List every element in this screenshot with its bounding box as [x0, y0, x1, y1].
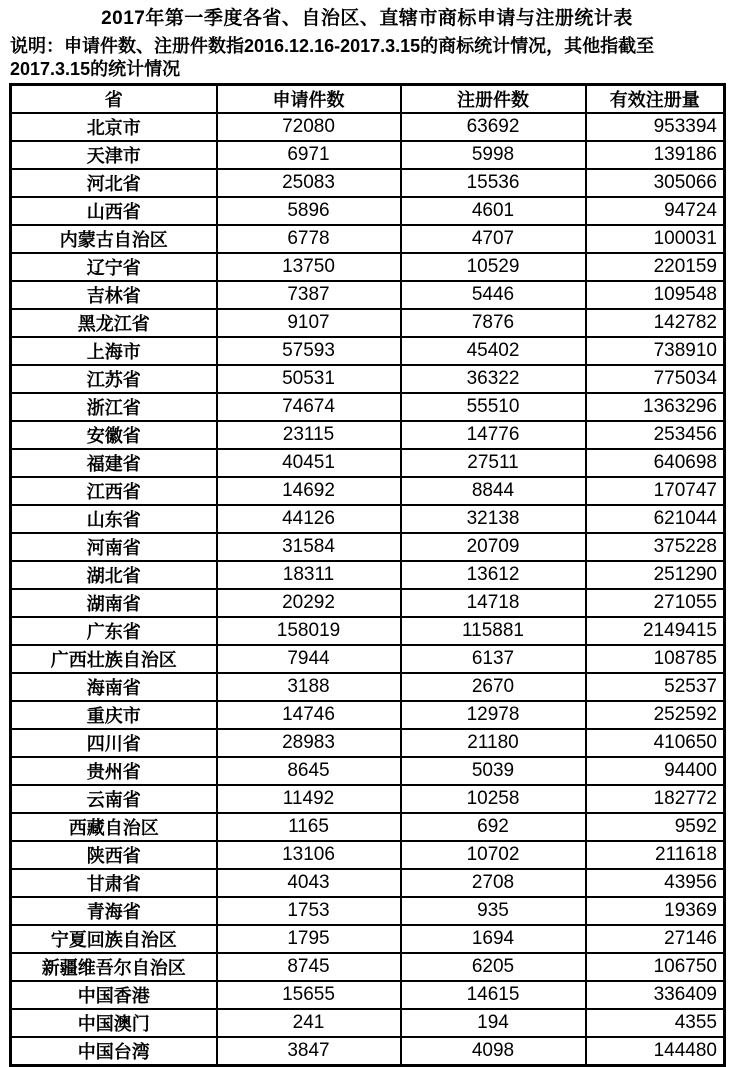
- table-row: [11, 309, 725, 337]
- table-row: [11, 477, 725, 505]
- table-row: [11, 925, 725, 953]
- table-row: [11, 757, 725, 785]
- valid-registrations-cell: 9592: [586, 813, 725, 841]
- province-cell: 湖北省: [11, 561, 217, 589]
- valid-registrations-cell: 336409: [586, 981, 725, 1009]
- applications-cell: 158019: [217, 617, 401, 645]
- table-row: [11, 729, 725, 757]
- table-row: [11, 813, 725, 841]
- table-row: [11, 1037, 725, 1066]
- valid-registrations-cell: 94724: [586, 197, 725, 225]
- table-row: [11, 953, 725, 981]
- province-cell: 江苏省: [11, 365, 217, 393]
- registrations-cell: 194: [401, 1009, 586, 1037]
- registrations-cell: 10702: [401, 841, 586, 869]
- province-cell: 西藏自治区: [11, 813, 217, 841]
- table-row: [11, 533, 725, 561]
- applications-cell: 72080: [217, 113, 401, 141]
- province-cell: 海南省: [11, 673, 217, 701]
- table-row: [11, 1009, 725, 1037]
- province-cell: 河北省: [11, 169, 217, 197]
- applications-cell: 40451: [217, 449, 401, 477]
- province-cell: 山西省: [11, 197, 217, 225]
- province-cell: 辽宁省: [11, 253, 217, 281]
- table-row: [11, 169, 725, 197]
- valid-registrations-cell: 305066: [586, 169, 725, 197]
- registrations-cell: 15536: [401, 169, 586, 197]
- valid-registrations-cell: 640698: [586, 449, 725, 477]
- province-cell: 陕西省: [11, 841, 217, 869]
- column-header-province: 省: [11, 85, 217, 114]
- applications-cell: 13750: [217, 253, 401, 281]
- applications-cell: 25083: [217, 169, 401, 197]
- registrations-cell: 10529: [401, 253, 586, 281]
- valid-registrations-cell: 142782: [586, 309, 725, 337]
- table-row: [11, 897, 725, 925]
- valid-registrations-cell: 252592: [586, 701, 725, 729]
- valid-registrations-cell: 43956: [586, 869, 725, 897]
- applications-cell: 11492: [217, 785, 401, 813]
- applications-cell: 18311: [217, 561, 401, 589]
- registrations-cell: 45402: [401, 337, 586, 365]
- valid-registrations-cell: 410650: [586, 729, 725, 757]
- valid-registrations-cell: 251290: [586, 561, 725, 589]
- province-cell: 吉林省: [11, 281, 217, 309]
- table-row: [11, 505, 725, 533]
- valid-registrations-cell: 271055: [586, 589, 725, 617]
- province-cell: 湖南省: [11, 589, 217, 617]
- valid-registrations-cell: 2149415: [586, 617, 725, 645]
- province-cell: 中国台湾: [11, 1037, 217, 1066]
- table-row: [11, 785, 725, 813]
- table-row: [11, 981, 725, 1009]
- applications-cell: 4043: [217, 869, 401, 897]
- table-body: [11, 113, 725, 1066]
- province-cell: 甘肃省: [11, 869, 217, 897]
- registrations-cell: 115881: [401, 617, 586, 645]
- applications-cell: 9107: [217, 309, 401, 337]
- province-cell: 安徽省: [11, 421, 217, 449]
- registrations-cell: 5039: [401, 757, 586, 785]
- table-row: [11, 561, 725, 589]
- valid-registrations-cell: 100031: [586, 225, 725, 253]
- registrations-cell: 5446: [401, 281, 586, 309]
- applications-cell: 8645: [217, 757, 401, 785]
- province-cell: 上海市: [11, 337, 217, 365]
- registrations-cell: 6205: [401, 953, 586, 981]
- table-row: [11, 617, 725, 645]
- province-cell: 云南省: [11, 785, 217, 813]
- table-row: [11, 225, 725, 253]
- table-row: [11, 281, 725, 309]
- province-cell: 新疆维吾尔自治区: [11, 953, 217, 981]
- registrations-cell: 10258: [401, 785, 586, 813]
- applications-cell: 14692: [217, 477, 401, 505]
- valid-registrations-cell: 109548: [586, 281, 725, 309]
- table-row: [11, 869, 725, 897]
- registrations-cell: 27511: [401, 449, 586, 477]
- column-header-registrations: 注册件数: [401, 85, 586, 114]
- registrations-cell: 14718: [401, 589, 586, 617]
- province-cell: 北京市: [11, 113, 217, 141]
- applications-cell: 241: [217, 1009, 401, 1037]
- valid-registrations-cell: 106750: [586, 953, 725, 981]
- applications-cell: 1165: [217, 813, 401, 841]
- province-cell: 江西省: [11, 477, 217, 505]
- column-header-applications: 申请件数: [217, 85, 401, 114]
- registrations-cell: 2708: [401, 869, 586, 897]
- valid-registrations-cell: 220159: [586, 253, 725, 281]
- table-row: [11, 645, 725, 673]
- valid-registrations-cell: 211618: [586, 841, 725, 869]
- table-row: [11, 141, 725, 169]
- registrations-cell: 36322: [401, 365, 586, 393]
- applications-cell: 28983: [217, 729, 401, 757]
- applications-cell: 7944: [217, 645, 401, 673]
- table-explanation-note: 说明：申请件数、注册件数指2016.12.16-2017.3.15的商标统计情况，其他指截至2017.3.15的统计情况: [10, 36, 655, 79]
- province-cell: 重庆市: [11, 701, 217, 729]
- valid-registrations-cell: 775034: [586, 365, 725, 393]
- registrations-cell: 32138: [401, 505, 586, 533]
- table-row: [11, 337, 725, 365]
- valid-registrations-cell: 1363296: [586, 393, 725, 421]
- applications-cell: 57593: [217, 337, 401, 365]
- table-row: [11, 421, 725, 449]
- valid-registrations-cell: 738910: [586, 337, 725, 365]
- province-cell: 广东省: [11, 617, 217, 645]
- registrations-cell: 4601: [401, 197, 586, 225]
- valid-registrations-cell: 170747: [586, 477, 725, 505]
- valid-registrations-cell: 52537: [586, 673, 725, 701]
- valid-registrations-cell: 27146: [586, 925, 725, 953]
- valid-registrations-cell: 19369: [586, 897, 725, 925]
- table-row: [11, 701, 725, 729]
- registrations-cell: 2670: [401, 673, 586, 701]
- column-header-valid-registrations: 有效注册量: [586, 85, 725, 114]
- valid-registrations-cell: 375228: [586, 533, 725, 561]
- valid-registrations-cell: 139186: [586, 141, 725, 169]
- registrations-cell: 6137: [401, 645, 586, 673]
- statistics-table: [9, 83, 726, 1067]
- applications-cell: 3188: [217, 673, 401, 701]
- province-cell: 福建省: [11, 449, 217, 477]
- province-cell: 广西壮族自治区: [11, 645, 217, 673]
- applications-cell: 44126: [217, 505, 401, 533]
- province-cell: 青海省: [11, 897, 217, 925]
- registrations-cell: 935: [401, 897, 586, 925]
- province-cell: 河南省: [11, 533, 217, 561]
- registrations-cell: 12978: [401, 701, 586, 729]
- registrations-cell: 63692: [401, 113, 586, 141]
- province-cell: 四川省: [11, 729, 217, 757]
- table-row: [11, 365, 725, 393]
- province-cell: 宁夏回族自治区: [11, 925, 217, 953]
- registrations-cell: 20709: [401, 533, 586, 561]
- applications-cell: 15655: [217, 981, 401, 1009]
- applications-cell: 1795: [217, 925, 401, 953]
- applications-cell: 6971: [217, 141, 401, 169]
- valid-registrations-cell: 182772: [586, 785, 725, 813]
- valid-registrations-cell: 253456: [586, 421, 725, 449]
- table-row: [11, 197, 725, 225]
- table-row: [11, 673, 725, 701]
- table-row: [11, 841, 725, 869]
- registrations-cell: 5998: [401, 141, 586, 169]
- registrations-cell: 692: [401, 813, 586, 841]
- applications-cell: 1753: [217, 897, 401, 925]
- registrations-cell: 14776: [401, 421, 586, 449]
- table-row: [11, 393, 725, 421]
- valid-registrations-cell: 108785: [586, 645, 725, 673]
- table-header-row: [11, 85, 725, 114]
- table-row: [11, 113, 725, 141]
- page-title: 2017年第一季度各省、自治区、直辖市商标申请与注册统计表: [101, 8, 633, 29]
- valid-registrations-cell: 94400: [586, 757, 725, 785]
- registrations-cell: 7876: [401, 309, 586, 337]
- valid-registrations-cell: 621044: [586, 505, 725, 533]
- province-cell: 中国香港: [11, 981, 217, 1009]
- applications-cell: 14746: [217, 701, 401, 729]
- table-row: [11, 253, 725, 281]
- registrations-cell: 4098: [401, 1037, 586, 1066]
- applications-cell: 8745: [217, 953, 401, 981]
- province-cell: 天津市: [11, 141, 217, 169]
- registrations-cell: 21180: [401, 729, 586, 757]
- province-cell: 内蒙古自治区: [11, 225, 217, 253]
- applications-cell: 3847: [217, 1037, 401, 1066]
- applications-cell: 13106: [217, 841, 401, 869]
- applications-cell: 7387: [217, 281, 401, 309]
- valid-registrations-cell: 4355: [586, 1009, 725, 1037]
- registrations-cell: 4707: [401, 225, 586, 253]
- registrations-cell: 13612: [401, 561, 586, 589]
- table-row: [11, 449, 725, 477]
- applications-cell: 31584: [217, 533, 401, 561]
- applications-cell: 50531: [217, 365, 401, 393]
- table-row: [11, 589, 725, 617]
- valid-registrations-cell: 144480: [586, 1037, 725, 1066]
- province-cell: 贵州省: [11, 757, 217, 785]
- registrations-cell: 1694: [401, 925, 586, 953]
- applications-cell: 6778: [217, 225, 401, 253]
- applications-cell: 20292: [217, 589, 401, 617]
- registrations-cell: 14615: [401, 981, 586, 1009]
- province-cell: 山东省: [11, 505, 217, 533]
- registrations-cell: 55510: [401, 393, 586, 421]
- applications-cell: 5896: [217, 197, 401, 225]
- province-cell: 黑龙江省: [11, 309, 217, 337]
- valid-registrations-cell: 953394: [586, 113, 725, 141]
- province-cell: 中国澳门: [11, 1009, 217, 1037]
- applications-cell: 23115: [217, 421, 401, 449]
- registrations-cell: 8844: [401, 477, 586, 505]
- province-cell: 浙江省: [11, 393, 217, 421]
- applications-cell: 74674: [217, 393, 401, 421]
